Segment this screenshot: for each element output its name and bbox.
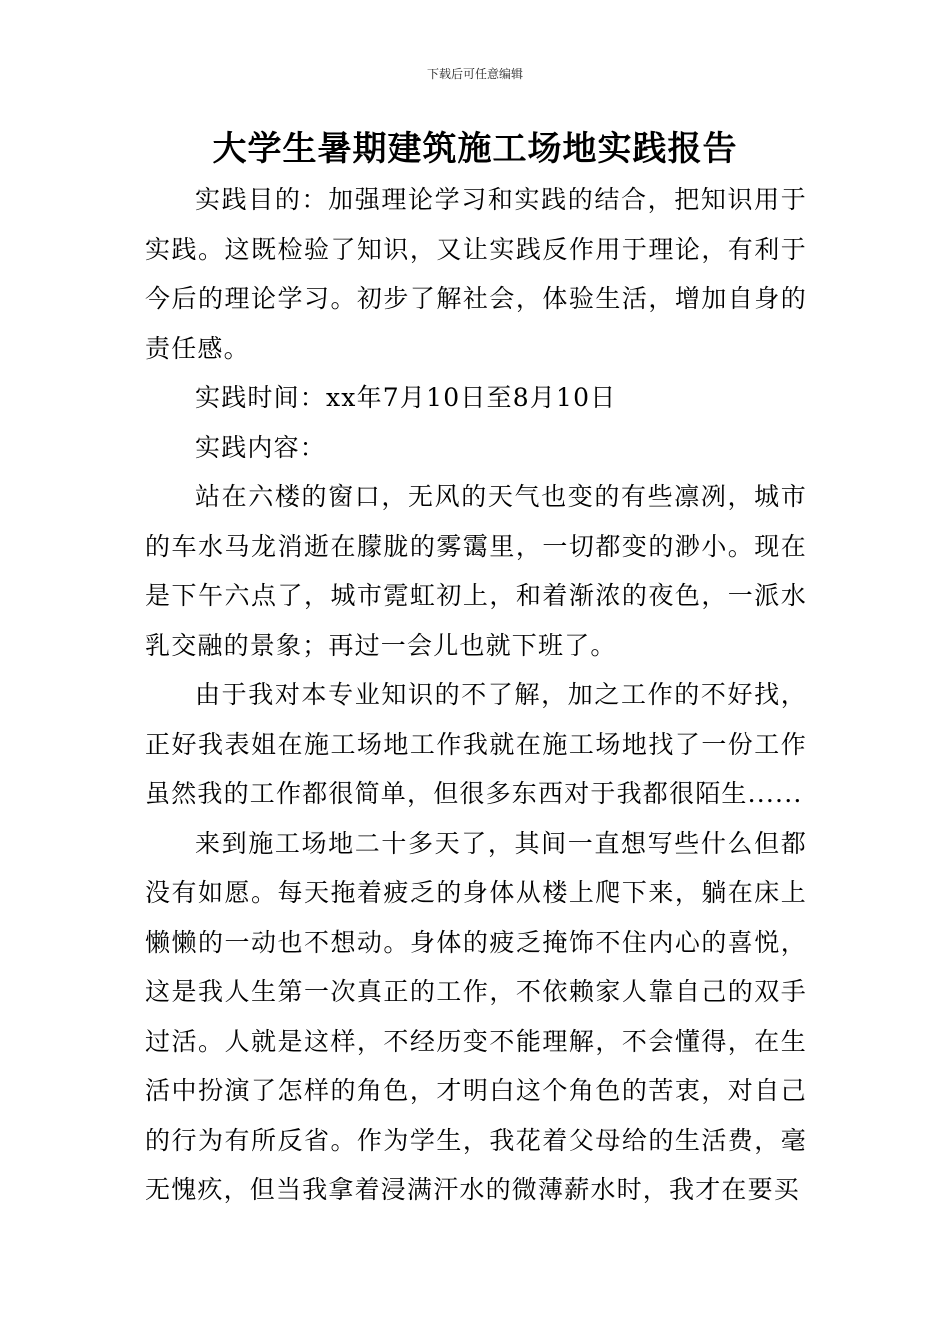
header-note: 下载后可任意编辑 (426, 67, 523, 81)
document-body (145, 175, 807, 1215)
paragraph-content-heading: 实践内容： (195, 432, 327, 462)
paragraph-time: 实践时间：xx年7月10日至8月10日 (195, 383, 617, 412)
paragraph-window-scene: 站在六楼的窗口，无风的天气也变的有些凛冽，城市的车水马龙消逝在朦胧的雾霭里，一切都变的渺小。现在是下午六点了，城市霓虹初上，和着渐浓的夜色，一派水乳交融的景象；再过一会儿也就下班了。 (145, 482, 807, 660)
paragraph-purpose: 实践目的：加强理论学习和实践的结合，把知识用于实践。这既检验了知识，又让实践反作用于理论，有利于今后的理论学习。初步了解社会，体验生活，增加自身的责任感。 (145, 185, 807, 363)
paragraph-reflection: 来到施工场地二十多天了，其间一直想写些什么但都没有如愿。每天拖着疲乏的身体从楼上爬下来，躺在床上懒懒的一动也不想动。身体的疲乏掩饰不住内心的喜悦，这是我人生第一次真正的工作，不依赖家人靠自己的双手过活。人就是这样，不经历变不能理解，不会懂得，在生活中扮演了怎样的角色，才明白这个角色的苦衷，对自己的行为有所反省。作为学生，我花着父母给的生活费，毫无愧疚，但当我拿着浸满汗水的微薄薪水时，我才在要买 (145, 828, 807, 1204)
document-title: 大学生暑期建筑施工场地实践报告 (212, 129, 738, 169)
paragraph-job-background: 由于我对本专业知识的不了解，加之工作的不好找，正好我表姐在施工场地工作我就在施工场地找了一份工作虽然我的工作都很简单，但很多东西对于我都很陌生...... (145, 680, 807, 808)
